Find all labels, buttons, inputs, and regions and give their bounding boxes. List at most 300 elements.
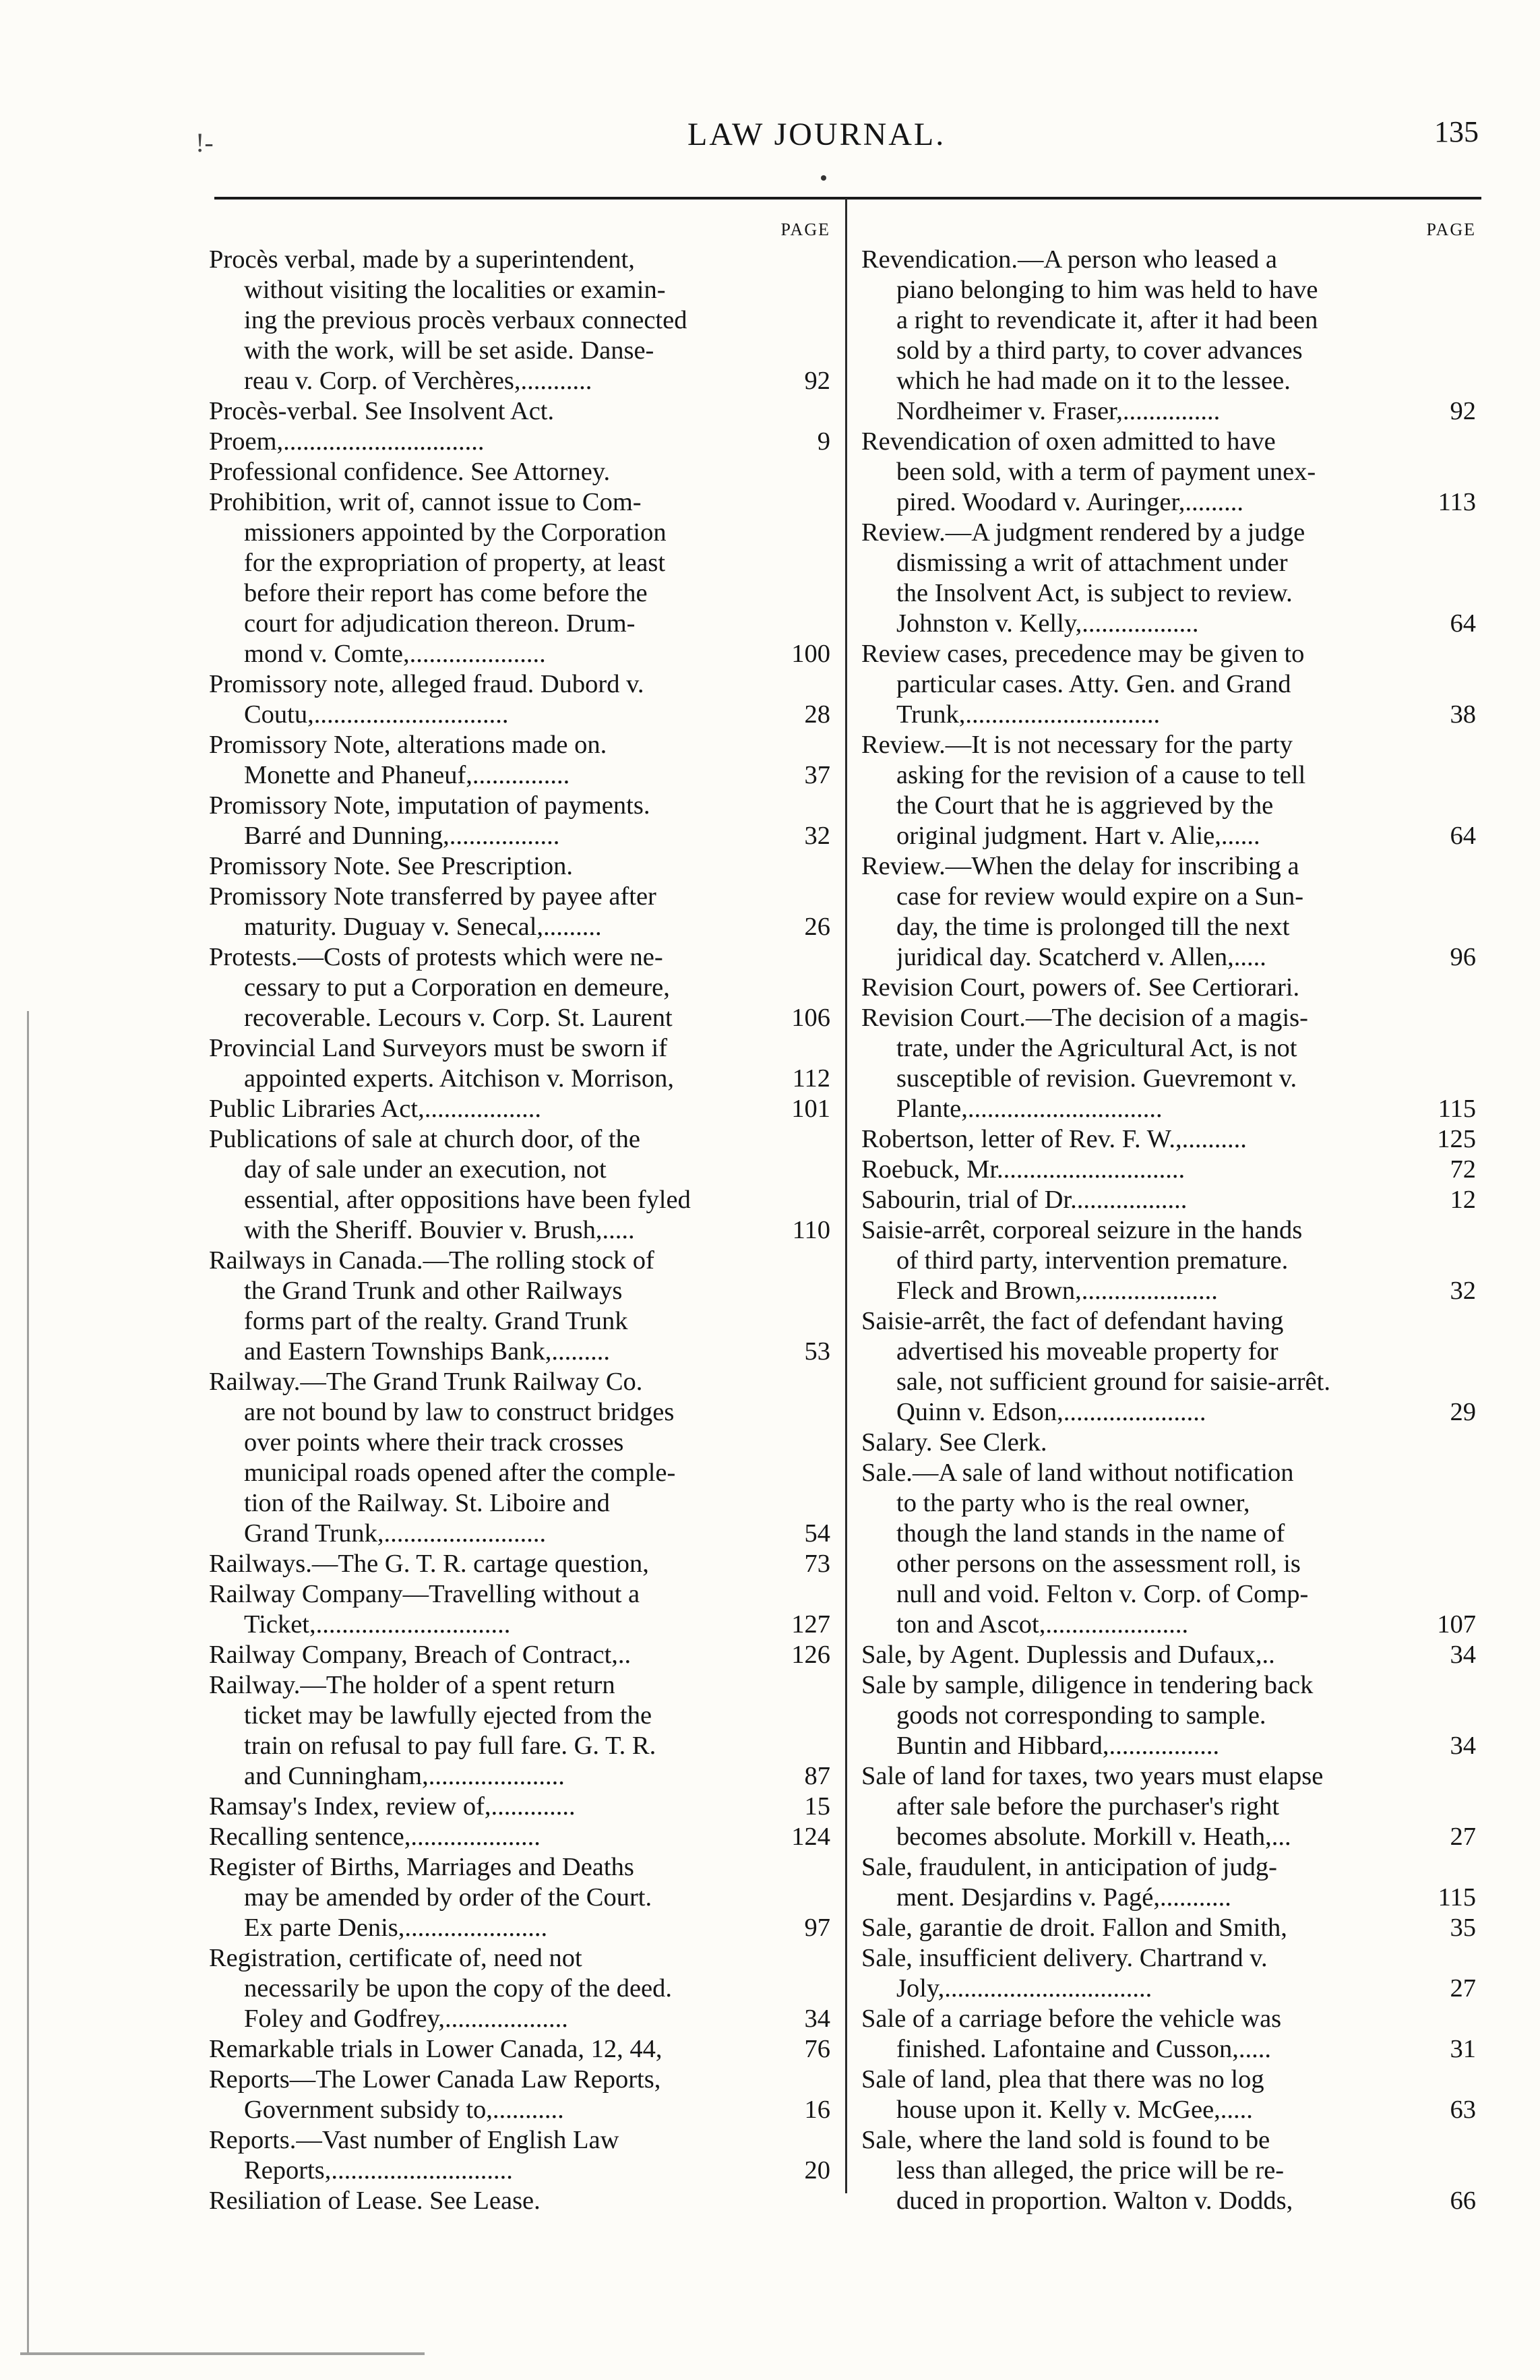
index-line <box>209 1913 830 1943</box>
index-line <box>209 457 830 487</box>
index-line-text: the Court that he is aggrieved by the <box>896 791 1274 820</box>
index-line-text: Review.—A judgment rendered by a judge <box>861 518 1305 547</box>
index-page-ref: 54 <box>804 1519 830 1548</box>
index-line <box>209 2034 830 2065</box>
index-line-text: Sale, fraudulent, in anticipation of judg- <box>861 1853 1277 1881</box>
index-line-text: after sale before the purchaser's right <box>896 1792 1280 1821</box>
index-line <box>209 2125 830 2156</box>
index-line-text: duced in proportion. Walton v. Dodds, <box>896 2187 1293 2215</box>
index-line <box>861 336 1476 366</box>
index-line-text: necessarily be upon the copy of the deed. <box>244 1974 673 2003</box>
index-line-text: Joly,................................ <box>896 1974 1152 2003</box>
index-line-text: reau v. Corp. of Verchères,........... <box>244 367 592 395</box>
index-line-text: other persons on the assessment roll, is <box>896 1550 1301 1578</box>
index-line-text: Promissory Note, imputation of payments. <box>209 791 650 820</box>
index-line <box>209 2065 830 2095</box>
index-line-text: the Grand Trunk and other Railways <box>244 1277 623 1305</box>
index-line-text: Roebuck, Mr............................. <box>861 1155 1185 1184</box>
index-line <box>209 1033 830 1064</box>
index-line <box>209 396 830 427</box>
index-line-text: Sale of a carriage before the vehicle was <box>861 2005 1282 2033</box>
index-page-ref: 72 <box>1450 1155 1476 1184</box>
index-line <box>861 2034 1476 2065</box>
index-line <box>861 851 1476 882</box>
index-line <box>861 821 1476 851</box>
index-line-text: Saisie-arrêt, corporeal seizure in the hands <box>861 1216 1303 1244</box>
index-line-text: before their report has come before the <box>244 579 648 607</box>
index-line-text: Grand Trunk,......................... <box>244 1519 547 1548</box>
index-page-ref: 124 <box>791 1823 830 1851</box>
index-line-text: ment. Desjardins v. Pagé,........... <box>896 1883 1231 1912</box>
index-line <box>861 1458 1476 1488</box>
index-line <box>209 942 830 973</box>
index-line-text: Revendication.—A person who leased a <box>861 245 1277 274</box>
index-line <box>861 2156 1476 2186</box>
index-line <box>209 1185 830 1215</box>
index-line <box>861 1701 1476 1731</box>
index-line <box>861 791 1476 821</box>
index-line <box>209 1458 830 1488</box>
index-page-ref: 31 <box>1450 2035 1476 2063</box>
index-line-text: day of sale under an execution, not <box>244 1155 607 1184</box>
index-line <box>209 1943 830 1974</box>
index-line <box>209 1701 830 1731</box>
index-line <box>861 942 1476 973</box>
index-line <box>861 518 1476 548</box>
index-line <box>209 1397 830 1428</box>
index-line <box>861 882 1476 912</box>
index-line <box>209 366 830 396</box>
index-line <box>861 2004 1476 2034</box>
index-line <box>209 851 830 882</box>
index-page-ref: 37 <box>804 761 830 789</box>
index-page-ref: 32 <box>804 822 830 850</box>
index-page-ref: 97 <box>804 1914 830 1942</box>
index-page-ref: 87 <box>804 1762 830 1790</box>
index-line <box>209 1246 830 1276</box>
index-line <box>861 1519 1476 1549</box>
index-page-ref: 9 <box>817 427 830 456</box>
index-line-text: Promissory Note, alterations made on. <box>209 731 607 759</box>
index-line-text: Saisie-arrêt, the fact of defendant having <box>861 1307 1284 1335</box>
index-page-ref: 64 <box>1450 609 1476 638</box>
index-line-text: sold by a third party, to cover advances <box>896 336 1303 365</box>
index-line-text: missioners appointed by the Corporation <box>244 518 667 547</box>
index-line-text: Reports—The Lower Canada Law Reports, <box>209 2065 661 2094</box>
index-line-text: a right to revendicate it, after it had been <box>896 306 1318 334</box>
index-page-ref: 34 <box>1450 1641 1476 1669</box>
index-line-text: which he had made on it to the lessee. <box>896 367 1291 395</box>
index-line-text: dismissing a writ of attachment under <box>896 549 1288 577</box>
index-line-text: recoverable. Lecours v. Corp. St. Laurent <box>244 1004 673 1032</box>
index-page-ref: 127 <box>791 1610 830 1639</box>
index-line <box>861 1033 1476 1064</box>
index-line-text: Trunk,.............................. <box>896 700 1161 729</box>
index-line-text: Foley and Godfrey,................... <box>244 2005 568 2033</box>
index-page-ref: 63 <box>1450 2096 1476 2124</box>
index-page-ref: 76 <box>804 2035 830 2063</box>
index-line <box>861 2125 1476 2156</box>
index-line <box>209 2095 830 2125</box>
index-page-ref: 115 <box>1438 1095 1476 1123</box>
index-line-text: Johnston v. Kelly,.................. <box>896 609 1199 638</box>
index-line-text: asking for the revision of a cause to tell <box>896 761 1306 789</box>
scan-edge-left <box>27 1011 29 2352</box>
left-column <box>209 214 830 2216</box>
index-line <box>861 1428 1476 1458</box>
index-line-text: Railway.—The holder of a spent return <box>209 1671 615 1699</box>
running-title: LAW JOURNAL. <box>687 117 946 152</box>
index-line <box>861 1215 1476 1246</box>
index-line-text: Prohibition, writ of, cannot issue to Com- <box>209 488 642 516</box>
index-line-text: though the land stands in the name of <box>896 1519 1285 1548</box>
index-line <box>861 730 1476 760</box>
index-line-text: particular cases. Atty. Gen. and Grand <box>896 670 1291 698</box>
index-line <box>861 912 1476 942</box>
index-line-text: Promissory Note transferred by payee after <box>209 882 656 911</box>
index-line-text: may be amended by order of the Court. <box>244 1883 652 1912</box>
index-line-text: susceptible of revision. Guevremont v. <box>896 1064 1297 1093</box>
index-page-ref: 34 <box>804 2005 830 2033</box>
index-line <box>209 2186 830 2216</box>
index-line <box>209 1822 830 1852</box>
index-page-ref: 110 <box>792 1216 830 1244</box>
index-line-text: null and void. Felton v. Corp. of Comp- <box>896 1580 1309 1608</box>
index-line <box>861 487 1476 518</box>
index-line <box>861 1670 1476 1701</box>
index-line <box>861 1974 1476 2004</box>
index-line-text: the Insolvent Act, is subject to review. <box>896 579 1293 607</box>
index-page-ref: 64 <box>1450 822 1476 850</box>
index-line-text: Sale of land, plea that there was no log <box>861 2065 1264 2094</box>
index-line-text: with the work, will be set aside. Danse- <box>244 336 654 365</box>
index-line-text: Revision Court.—The decision of a magis- <box>861 1004 1308 1032</box>
index-line-text: Salary. See Clerk. <box>861 1428 1047 1457</box>
index-line <box>861 1761 1476 1792</box>
index-line-text: without visiting the localities or examin- <box>244 276 666 304</box>
index-line-text: Sabourin, trial of Dr.................. <box>861 1186 1188 1214</box>
index-line-text: Publications of sale at church door, of the <box>209 1125 640 1153</box>
index-line <box>209 1094 830 1124</box>
index-line-text: Railway Company—Travelling without a <box>209 1580 640 1608</box>
index-line <box>209 1761 830 1792</box>
index-line <box>209 336 830 366</box>
index-line <box>861 427 1476 457</box>
index-line <box>209 700 830 730</box>
index-line <box>861 305 1476 336</box>
index-line <box>209 548 830 578</box>
index-line-text: for the expropriation of property, at least <box>244 549 666 577</box>
index-line-text: less than alleged, the price will be re- <box>896 2156 1285 2185</box>
index-line <box>209 730 830 760</box>
index-line <box>209 487 830 518</box>
index-line <box>861 1792 1476 1822</box>
index-line-text: Coutu,.............................. <box>244 700 509 729</box>
index-line <box>861 578 1476 609</box>
rule-dot <box>821 175 826 181</box>
index-line-text: Recalling sentence,.................... <box>209 1823 541 1851</box>
index-line <box>209 1064 830 1094</box>
index-page-ref: 125 <box>1437 1125 1476 1153</box>
index-line-text: Remarkable trials in Lower Canada, 12, 44, <box>209 2035 663 2063</box>
index-line <box>861 1094 1476 1124</box>
scan-edge-bottom <box>20 2352 425 2355</box>
index-line <box>209 427 830 457</box>
index-line <box>861 973 1476 1003</box>
index-line-text: piano belonging to him was held to have <box>896 276 1318 304</box>
header-rule <box>214 197 1481 200</box>
index-line-text: juridical day. Scatcherd v. Allen,..... <box>896 943 1266 971</box>
column-divider <box>845 198 847 2193</box>
index-page-ref: 92 <box>1450 397 1476 425</box>
index-line-text: been sold, with a term of payment unex- <box>896 458 1316 486</box>
index-line-text: Sale, insufficient delivery. Chartrand v. <box>861 1944 1268 1972</box>
index-line <box>209 2004 830 2034</box>
index-line-text: day, the time is prolonged till the next <box>896 913 1290 941</box>
index-line <box>209 2156 830 2186</box>
index-page-ref: 115 <box>1438 1883 1476 1912</box>
index-page-ref: 12 <box>1450 1186 1476 1214</box>
index-line <box>209 821 830 851</box>
index-line-text: Nordheimer v. Fraser,............... <box>896 397 1221 425</box>
index-line-text: Promissory note, alleged fraud. Dubord v. <box>209 670 644 698</box>
index-line <box>209 1792 830 1822</box>
index-line-text: Procès verbal, made by a superintendent, <box>209 245 635 274</box>
index-line-text: Railway Company, Breach of Contract,.. <box>209 1641 632 1669</box>
index-line-text: Protests.—Costs of protests which were ne- <box>209 943 663 971</box>
page-number: 135 <box>1434 115 1479 148</box>
index-page-ref: 28 <box>804 700 830 729</box>
index-page-ref: 113 <box>1438 488 1476 516</box>
index-line-text: are not bound by law to construct bridges <box>244 1398 675 1426</box>
index-line-text: Railways in Canada.—The rolling stock of <box>209 1246 654 1275</box>
index-page-ref: 15 <box>804 1792 830 1821</box>
index-line <box>861 366 1476 396</box>
index-line-text: train on refusal to pay full fare. G. T. R. <box>244 1732 656 1760</box>
index-page-ref: 32 <box>1450 1277 1476 1305</box>
index-line <box>209 245 830 275</box>
index-line <box>861 457 1476 487</box>
index-line <box>209 1731 830 1761</box>
index-line <box>209 305 830 336</box>
index-line-text: Railway.—The Grand Trunk Railway Co. <box>209 1368 643 1396</box>
index-line <box>209 1367 830 1397</box>
index-line-text: over points where their track crosses <box>244 1428 624 1457</box>
index-line <box>209 1974 830 2004</box>
index-line-text: becomes absolute. Morkill v. Heath,... <box>896 1823 1291 1851</box>
index-page-ref: 16 <box>804 2096 830 2124</box>
index-line-text: forms part of the realty. Grand Trunk <box>244 1307 628 1335</box>
index-line <box>861 1003 1476 1033</box>
index-line-text: Robertson, letter of Rev. F. W.,.......... <box>861 1125 1247 1153</box>
index-line <box>861 1337 1476 1367</box>
index-line <box>861 1488 1476 1519</box>
index-line <box>861 1610 1476 1640</box>
index-line-text: and Eastern Townships Bank,......... <box>244 1337 611 1366</box>
index-page-ref: 26 <box>804 913 830 941</box>
index-page-ref: 73 <box>804 1550 830 1578</box>
index-line-text: finished. Lafontaine and Cusson,..... <box>896 2035 1272 2063</box>
index-line <box>861 1731 1476 1761</box>
index-line <box>861 609 1476 639</box>
index-line <box>209 1579 830 1610</box>
index-line <box>861 1397 1476 1428</box>
right-column <box>861 214 1476 2216</box>
index-line-text: Public Libraries Act,.................. <box>209 1095 541 1123</box>
index-page-ref: 101 <box>791 1095 830 1123</box>
index-page-ref: 92 <box>804 367 830 395</box>
index-line-text: Sale, by Agent. Duplessis and Dufaux,.. <box>861 1641 1275 1669</box>
index-line-text: Reports.—Vast number of English Law <box>209 2126 619 2154</box>
index-line <box>861 1852 1476 1883</box>
index-line <box>861 1155 1476 1185</box>
index-line-text: Government subsidy to,........... <box>244 2096 564 2124</box>
index-line <box>209 882 830 912</box>
index-line-text: of third party, intervention premature. <box>896 1246 1289 1275</box>
index-line-text: essential, after oppositions have been fyled <box>244 1186 691 1214</box>
index-line-text: tion of the Railway. St. Liboire and <box>244 1489 610 1517</box>
index-line-text: Provincial Land Surveyors must be sworn if <box>209 1034 668 1062</box>
index-line <box>209 518 830 548</box>
index-line-text: Promissory Note. See Prescription. <box>209 852 574 880</box>
index-line <box>209 973 830 1003</box>
index-line-text: municipal roads opened after the comple- <box>244 1459 676 1487</box>
index-line <box>861 760 1476 791</box>
index-line-text: Register of Births, Marriages and Deaths <box>209 1853 634 1881</box>
index-line <box>861 2095 1476 2125</box>
index-page-ref: 53 <box>804 1337 830 1366</box>
index-line-text: Review.—When the delay for inscribing a <box>861 852 1299 880</box>
index-page-ref: 27 <box>1450 1974 1476 2003</box>
index-line-text: Procès-verbal. See Insolvent Act. <box>209 397 555 425</box>
index-line <box>861 2065 1476 2095</box>
index-line-text: mond v. Comte,..................... <box>244 640 546 668</box>
index-line <box>861 1579 1476 1610</box>
index-line-text: Monette and Phaneuf,............... <box>244 761 570 789</box>
index-line <box>861 245 1476 275</box>
index-line <box>209 1124 830 1155</box>
index-line-text: Review cases, precedence may be given to <box>861 640 1305 668</box>
index-page-ref: 20 <box>804 2156 830 2185</box>
index-line <box>861 1913 1476 1943</box>
index-line-text: Sale, where the land sold is found to be <box>861 2126 1270 2154</box>
index-line <box>861 548 1476 578</box>
index-line-text: house upon it. Kelly v. McGee,..... <box>896 2096 1253 2124</box>
index-line <box>209 1215 830 1246</box>
index-page-ref: 100 <box>791 640 830 668</box>
index-line-text: Registration, certificate of, need not <box>209 1944 582 1972</box>
index-page-ref: 106 <box>791 1004 830 1032</box>
index-line-text: Fleck and Brown,..................... <box>896 1277 1218 1305</box>
index-line-text: ticket may be lawfully ejected from the <box>244 1701 652 1730</box>
index-page-ref: 112 <box>792 1064 830 1093</box>
index-line-text: Resiliation of Lease. See Lease. <box>209 2187 541 2215</box>
index-page-ref: 66 <box>1450 2187 1476 2215</box>
index-line <box>209 1670 830 1701</box>
index-line <box>861 639 1476 669</box>
index-line-text: Sale of land for taxes, two years must elapse <box>861 1762 1324 1790</box>
index-line <box>209 275 830 305</box>
index-line-text: trate, under the Agricultural Act, is not <box>896 1034 1297 1062</box>
index-line <box>209 1549 830 1579</box>
index-line-text: Barré and Dunning,................. <box>244 822 560 850</box>
page-column-label: PAGE <box>1426 220 1476 239</box>
index-line <box>861 1306 1476 1337</box>
index-line <box>209 760 830 791</box>
index-line <box>209 1155 830 1185</box>
index-line <box>861 1883 1476 1913</box>
index-line-text: Railways.—The G. T. R. cartage question, <box>209 1550 649 1578</box>
index-line <box>209 1003 830 1033</box>
index-line-text: Buntin and Hibbard,................. <box>896 1732 1220 1760</box>
index-line-text: original judgment. Hart v. Alie,...... <box>896 822 1260 850</box>
margin-mark: !- <box>195 127 214 158</box>
index-line <box>209 912 830 942</box>
index-line-text: pired. Woodard v. Auringer,......... <box>896 488 1244 516</box>
index-line-text: court for adjudication thereon. Drum- <box>244 609 636 638</box>
index-page-ref: 29 <box>1450 1398 1476 1426</box>
index-line-text: Professional confidence. See Attorney. <box>209 458 611 486</box>
index-line-text: Ramsay's Index, review of,............. <box>209 1792 576 1821</box>
index-line-text: ing the previous procès verbaux connected <box>244 306 687 334</box>
index-line <box>209 1306 830 1337</box>
index-line <box>209 1488 830 1519</box>
index-line-text: appointed experts. Aitchison v. Morrison, <box>244 1064 675 1093</box>
index-line <box>209 1428 830 1458</box>
index-page-ref: 96 <box>1450 943 1476 971</box>
index-line-text: to the party who is the real owner, <box>896 1489 1250 1517</box>
index-line <box>861 669 1476 700</box>
index-line-text: Sale.—A sale of land without notification <box>861 1459 1294 1487</box>
index-line <box>209 1852 830 1883</box>
index-line-text: maturity. Duguay v. Senecal,......... <box>244 913 602 941</box>
index-page-ref: 38 <box>1450 700 1476 729</box>
index-line <box>209 669 830 700</box>
index-line-text: Reports,............................ <box>244 2156 513 2185</box>
index-line <box>861 1549 1476 1579</box>
index-line <box>209 639 830 669</box>
index-page-ref: 27 <box>1450 1823 1476 1851</box>
index-line-text: sale, not sufficient ground for saisie-arrêt. <box>896 1368 1330 1396</box>
index-line-text: with the Sheriff. Bouvier v. Brush,..... <box>244 1216 635 1244</box>
index-line-text: Revendication of oxen admitted to have <box>861 427 1276 456</box>
index-line-text: Ticket,.............................. <box>244 1610 511 1639</box>
index-line <box>861 1367 1476 1397</box>
index-page-ref: 107 <box>1437 1610 1476 1639</box>
index-line <box>861 275 1476 305</box>
index-line <box>209 1519 830 1549</box>
index-line <box>209 1337 830 1367</box>
index-line <box>861 1640 1476 1670</box>
index-line-text: advertised his moveable property for <box>896 1337 1279 1366</box>
index-line <box>209 1640 830 1670</box>
index-line-text: cessary to put a Corporation en demeure, <box>244 973 670 1002</box>
index-line <box>209 1276 830 1306</box>
index-line <box>209 609 830 639</box>
index-line-text: Revision Court, powers of. See Certiorari. <box>861 973 1300 1002</box>
index-page-ref: 35 <box>1450 1914 1476 1942</box>
index-line <box>861 700 1476 730</box>
index-line-text: and Cunningham,..................... <box>244 1762 565 1790</box>
index-line <box>861 1185 1476 1215</box>
index-page-ref: 126 <box>791 1641 830 1669</box>
index-line <box>861 1943 1476 1974</box>
index-line-text: Sale, garantie de droit. Fallon and Smith, <box>861 1914 1287 1942</box>
index-line-text: Quinn v. Edson,...................... <box>896 1398 1206 1426</box>
index-line <box>209 1610 830 1640</box>
index-line <box>861 396 1476 427</box>
index-line-text: Sale by sample, diligence in tendering back <box>861 1671 1314 1699</box>
